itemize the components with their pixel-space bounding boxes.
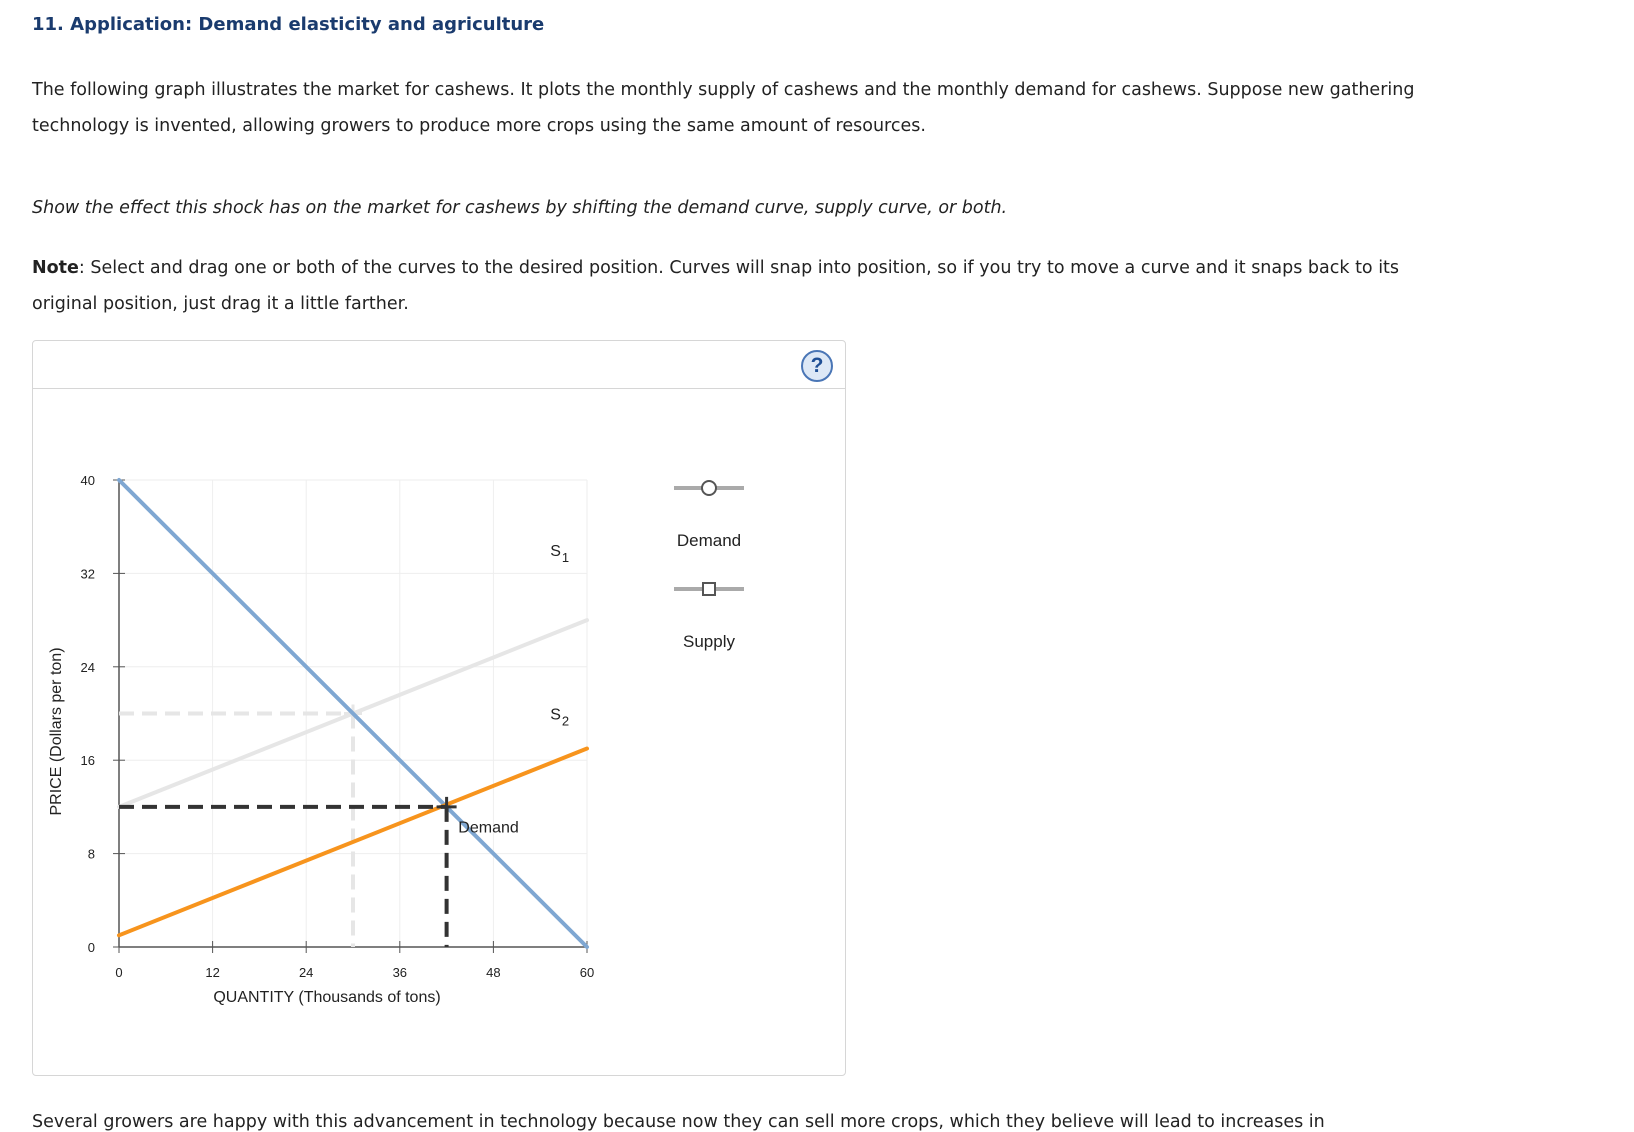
legend-label: Demand [676, 531, 742, 550]
y-axis-title: PRICE (Dollars per ton) [48, 647, 65, 816]
x-tick-label: 60 [579, 965, 595, 980]
legend-label: Supply [683, 632, 735, 651]
supply-curve-s2-label-main: S [550, 706, 561, 724]
demand-curve-label-main: Demand [458, 819, 519, 837]
x-tick-label: 36 [392, 965, 408, 980]
question-followup-text: Several growers are happy with this advancement in technology because now they can sell more crops, which they believe will lead to increases in [32, 1112, 1325, 1132]
note-text: : Select and drag one or both of the curves to the desired position. Curves will snap into position, so if you try to move a curve and it snaps back to its original position, just drag it a little farther. [32, 258, 1400, 314]
y-tick-label: 16 [80, 753, 95, 769]
supply-curve-s1-label-main: S [550, 542, 561, 560]
y-tick-label: 32 [80, 566, 95, 582]
question-heading: 11. Application: Demand elasticity and agriculture [32, 14, 545, 35]
supply-curve-s1-label [550, 543, 569, 565]
legend-supply-tool-icon[interactable] [703, 583, 715, 595]
x-tick-label: 48 [486, 965, 501, 980]
demand-curve-label [458, 820, 518, 837]
question-intro: The following graph illustrates the market for cashews. It plots the monthly supply of cashews and the monthly demand for cashews. Suppose new gathering technology is invented, allowing growers to produce more crops using the same amount of resources. [32, 80, 1415, 136]
y-tick-label: 40 [80, 473, 95, 488]
y-tick-label: 0 [87, 940, 95, 955]
question-note [32, 250, 1452, 322]
note-label: Note [32, 258, 79, 278]
supply-curve-s2-label [550, 706, 569, 728]
supply-curve-s1-label-subscript: 1 [561, 549, 570, 565]
graph-panel [32, 340, 846, 1076]
supply-demand-graph [33, 341, 845, 1075]
supply-curve-s2-label-subscript: 2 [561, 713, 570, 729]
y-tick-label: 24 [80, 659, 95, 675]
x-tick-label: 12 [205, 965, 220, 980]
x-tick-label: 0 [115, 965, 123, 980]
legend-demand-tool-icon[interactable] [702, 481, 716, 495]
x-axis-title: QUANTITY (Thousands of tons) [213, 989, 441, 1006]
x-tick-label: 24 [298, 965, 314, 980]
help-button[interactable]: ? [801, 350, 833, 382]
question-instruction: Show the effect this shock has on the market for cashews by shifting the demand curve, supply curve, or both. [32, 198, 1008, 218]
y-tick-label: 8 [87, 846, 95, 862]
